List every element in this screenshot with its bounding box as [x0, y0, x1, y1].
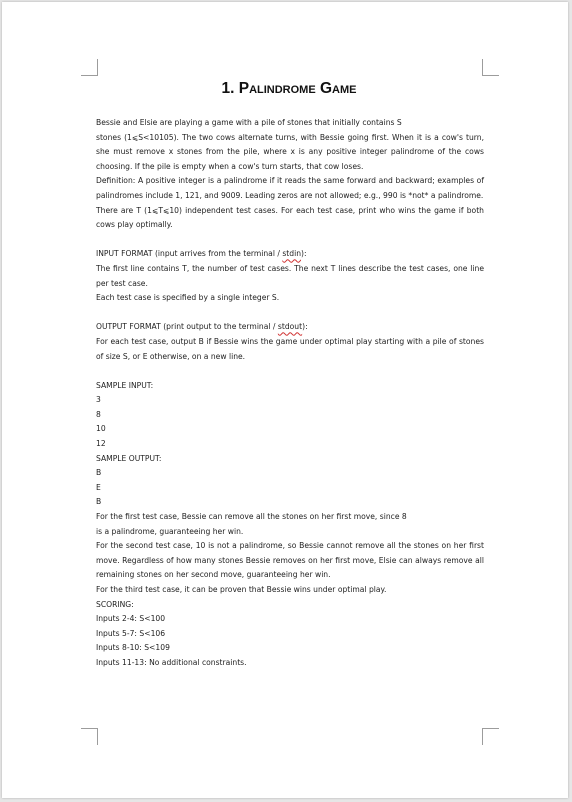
scoring-item: Inputs 5-7: S<106	[96, 628, 166, 638]
test-cases-paragraph: There are T (1⩽T⩽10) independent test cases. For each test case, print who wins the game if both cows play optimally.	[96, 205, 484, 230]
spacer	[96, 364, 484, 379]
intro-paragraph: stones (1⩽S<10105). The two cows alternate turns, with Bessie going first. When it is a cow's turn, she must remove x stones from the pile, where x is any positive integer palindrome of the cows choosing. If the pile is empty when a cow's turn starts, that cow loses.	[96, 132, 484, 171]
title-number: 1.	[221, 80, 235, 97]
scoring-label: SCORING:	[96, 599, 134, 609]
title-text: Palindrome Game	[238, 80, 357, 97]
intro-line: Bessie and Elsie are playing a game with a pile of stones that initially contains S	[96, 118, 402, 127]
scoring-item: Inputs 11-13: No additional constraints.	[96, 657, 247, 667]
spacer	[96, 306, 484, 321]
input-format-heading	[96, 247, 484, 262]
document-body	[96, 116, 484, 671]
output-format-suffix: ):	[302, 322, 308, 332]
sample-input-line: 12	[96, 439, 106, 449]
spacer	[96, 233, 484, 248]
stdin-word: stdin	[282, 249, 302, 259]
input-format-line-2: Each test case is specified by a single integer S.	[96, 293, 280, 303]
sample-input-line: 8	[96, 409, 101, 419]
input-format-suffix: ):	[301, 249, 307, 259]
explanation-1-line-2: is a palindrome, guaranteeing her win.	[96, 526, 244, 536]
document-page	[2, 2, 568, 798]
output-format-heading	[96, 320, 484, 335]
scoring-item: Inputs 8-10: S<109	[96, 643, 170, 653]
explanation-2: For the second test case, 10 is not a palindrome, so Bessie cannot remove all the stones on her first move. Regardless of how many stones Bessie removes on her first move, Elsie can always remove all remaining stones on her second move, guaranteeing her win.	[96, 541, 484, 580]
scoring-item: Inputs 2-4: S<100	[96, 614, 166, 624]
definition-paragraph: Definition: A positive integer is a palindrome if it reads the same forward and backward; examples of palindromes include 1, 121, and 9009. Leading zeros are not allowed; e.g., 990 is *not* a palindrome.	[96, 176, 484, 200]
output-format-prefix: OUTPUT FORMAT (print output to the terminal /	[96, 322, 278, 332]
sample-input-line: 3	[96, 395, 101, 405]
crop-mark-bottom-left	[81, 728, 98, 745]
input-format-line-1: The first line contains T, the number of test cases. The next T lines describe the test cases, one line per test case.	[96, 263, 484, 288]
crop-mark-top-right	[482, 59, 499, 76]
sample-output-label: SAMPLE OUTPUT:	[96, 453, 162, 463]
stdout-word: stdout	[277, 322, 303, 332]
sample-output-line: B	[96, 468, 102, 478]
output-format-line-1: For each test case, output B if Bessie wins the game under optimal play starting with a pile of stones of size S, or E otherwise, on a new line.	[96, 336, 484, 361]
crop-mark-bottom-right	[482, 728, 499, 745]
sample-input-line: 10	[96, 424, 106, 434]
explanation-1-line-1: For the first test case, Bessie can remove all the stones on her first move, since 8	[96, 512, 407, 522]
page-title	[96, 79, 482, 99]
crop-mark-top-left	[81, 59, 98, 76]
sample-input-label: SAMPLE INPUT:	[96, 380, 154, 390]
sample-output-line: B	[96, 497, 102, 507]
sample-output-line: E	[96, 482, 101, 492]
input-format-prefix: INPUT FORMAT (input arrives from the terminal /	[96, 249, 283, 259]
explanation-3: For the third test case, it can be proven that Bessie wins under optimal play.	[96, 585, 387, 594]
